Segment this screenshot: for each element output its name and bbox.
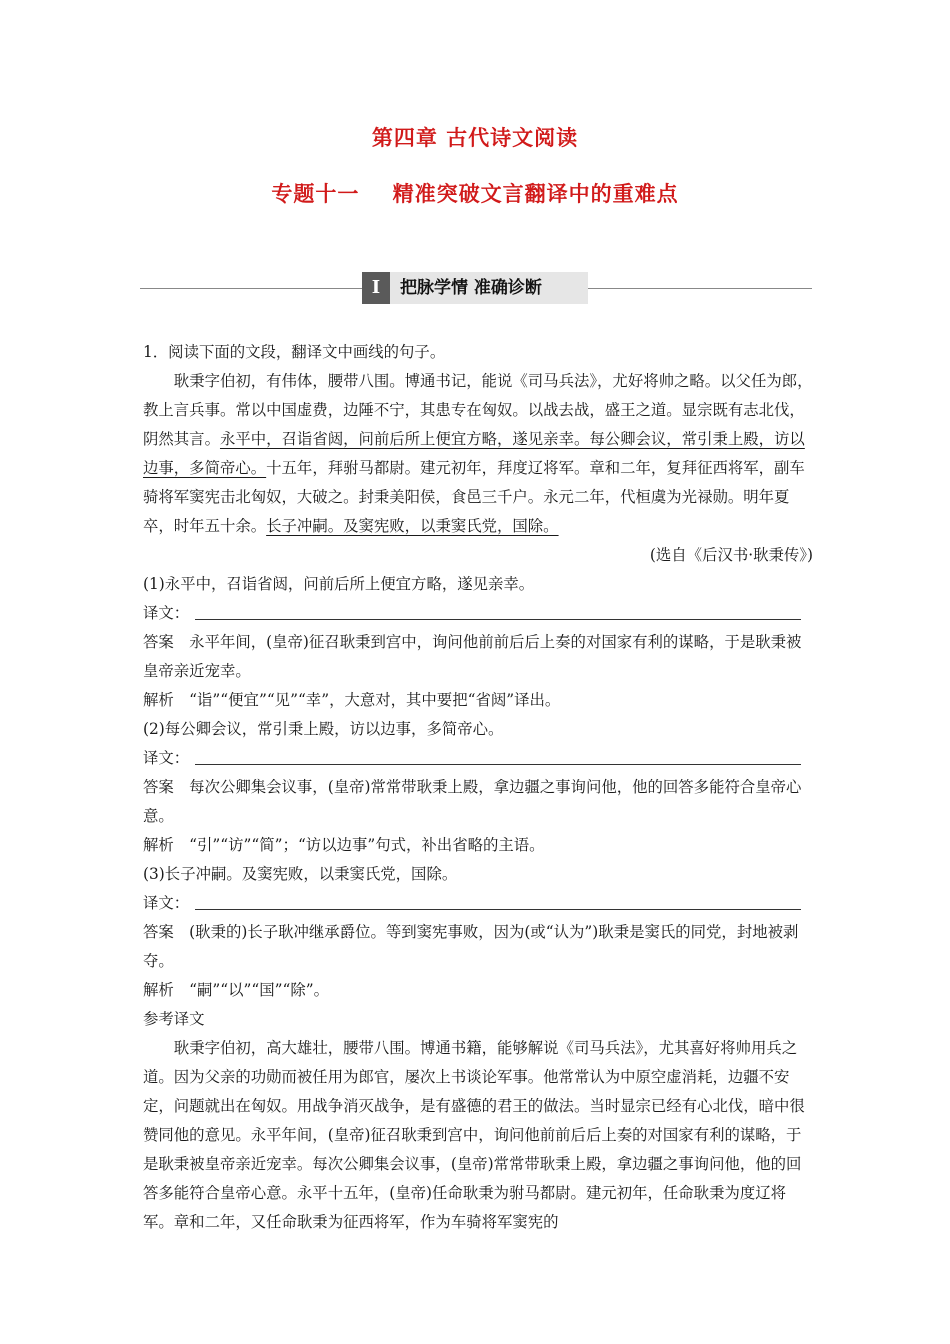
blank-line — [195, 619, 801, 620]
banner-box — [362, 272, 588, 304]
banner-divider-right — [588, 288, 812, 289]
reference-translation: 耿秉字伯初，高大雄壮，腰带八围。博通书籍，能够解说《司马兵法》，尤其喜好将帅用兵之道。因为父亲的功勋而被任用为郎官，屡次上书谈论军事。他常常认为中原空虚消耗，边疆不安定，问题就出在匈奴。用战争消灭战争，是有盛德的君王的做法。当时显宗已经有心北伐，暗中很赞同他的意见。永平年间，(皇帝)征召耿秉到宫中，询问他前前后后上奏的对国家有利的谋略，于是耿秉被皇帝亲近宠幸。每次公卿集会议事，(皇帝)常常带耿秉上殿，拿边疆之事询问他，他的回答多能符合皇帝心意。永平十五年，(皇帝)任命耿秉为驸马都尉。建元初年，任命耿秉为度辽将军。章和二年，又任命耿秉为征西将军，作为车骑将军窦宪的 — [143, 1039, 805, 1231]
translation-blank — [143, 599, 813, 628]
passage-source: (选自《后汉书·耿秉传》) — [649, 546, 813, 564]
translation-blank — [143, 889, 813, 918]
question-prompt: 1．阅读下面的文段，翻译文中画线的句子。 — [143, 343, 446, 361]
item-sentence: (1)永平中，召诣省闼，问前后所上便宜方略，遂见亲幸。 — [143, 575, 535, 593]
underlined-sentence-2: 长子冲嗣。及窦宪败，以秉窦氏党，国除。 — [266, 517, 559, 535]
item-analysis: 解析 “嗣”“以”“国”“除”。 — [143, 981, 330, 999]
passage-text: 十五年，拜驸马都尉。建元初年，拜度辽将军。章和二年，复拜征西将军，副车骑将军窦宪击北匈奴，大破之。封秉美阳侯，食邑三千户。永元二年，代桓虞为光禄勋。明年夏卒，时年五十余。 — [143, 459, 805, 535]
item-sentence: (3)长子冲嗣。及窦宪败，以秉窦氏党，国除。 — [143, 865, 458, 883]
item-answer: 答案 (耿秉的)长子耿冲继承爵位。等到窦宪事败，因为(或“认为”)耿秉是窦氏的同党，封地被剥夺。 — [143, 923, 799, 970]
question-content — [143, 338, 813, 1237]
banner-divider-left — [140, 288, 362, 289]
chapter-title: 第四章 古代诗文阅读 — [371, 126, 579, 150]
passage-paragraph — [143, 367, 813, 541]
item-answer: 答案 每次公卿集会议事，(皇帝)常常带耿秉上殿，拿边疆之事询问他，他的回答多能符合皇帝心意。 — [143, 778, 802, 825]
blank-label: 译文： — [143, 749, 190, 767]
item-sentence: (2)每公卿会议，常引秉上殿，访以边事，多简帝心。 — [143, 720, 504, 738]
underlined-sentence-1: 永平中，召诣省闼，问前后所上便宜方略，遂见亲幸。每公卿会议，常引秉上殿，访以边事，多简帝心。 — [143, 430, 805, 477]
section-banner — [140, 272, 812, 306]
banner-text: 把脉学情 准确诊断 — [400, 278, 542, 298]
item-analysis: 解析 “引”“访”“简”；“访以边事”句式，补出省略的主语。 — [143, 836, 545, 854]
blank-line — [195, 909, 801, 910]
reference-label: 参考译文 — [143, 1010, 205, 1028]
passage-text: 耿秉字伯初，有伟体，腰带八围。博通书记，能说《司马兵法》，尤好将帅之略。以父任为郎，教上言兵事。常以中国虚费，边陲不宁，其患专在匈奴。以战去战，盛王之道。显宗既有志北伐，阴然其言。 — [143, 372, 813, 448]
blank-label: 译文： — [143, 604, 190, 622]
blank-label: 译文： — [143, 894, 190, 912]
item-analysis: 解析 “诣”“便宜”“见”“幸”，大意对，其中要把“省闼”译出。 — [143, 691, 561, 709]
item-answer: 答案 永平年间，(皇帝)征召耿秉到宫中，询问他前前后后上奏的对国家有利的谋略，于是耿秉被皇帝亲近宠幸。 — [143, 633, 802, 680]
translation-blank — [143, 744, 813, 773]
blank-line — [195, 764, 801, 765]
banner-number: Ⅰ — [362, 272, 390, 304]
topic-title: 专题十一 精准突破文言翻译中的重难点 — [271, 182, 679, 206]
